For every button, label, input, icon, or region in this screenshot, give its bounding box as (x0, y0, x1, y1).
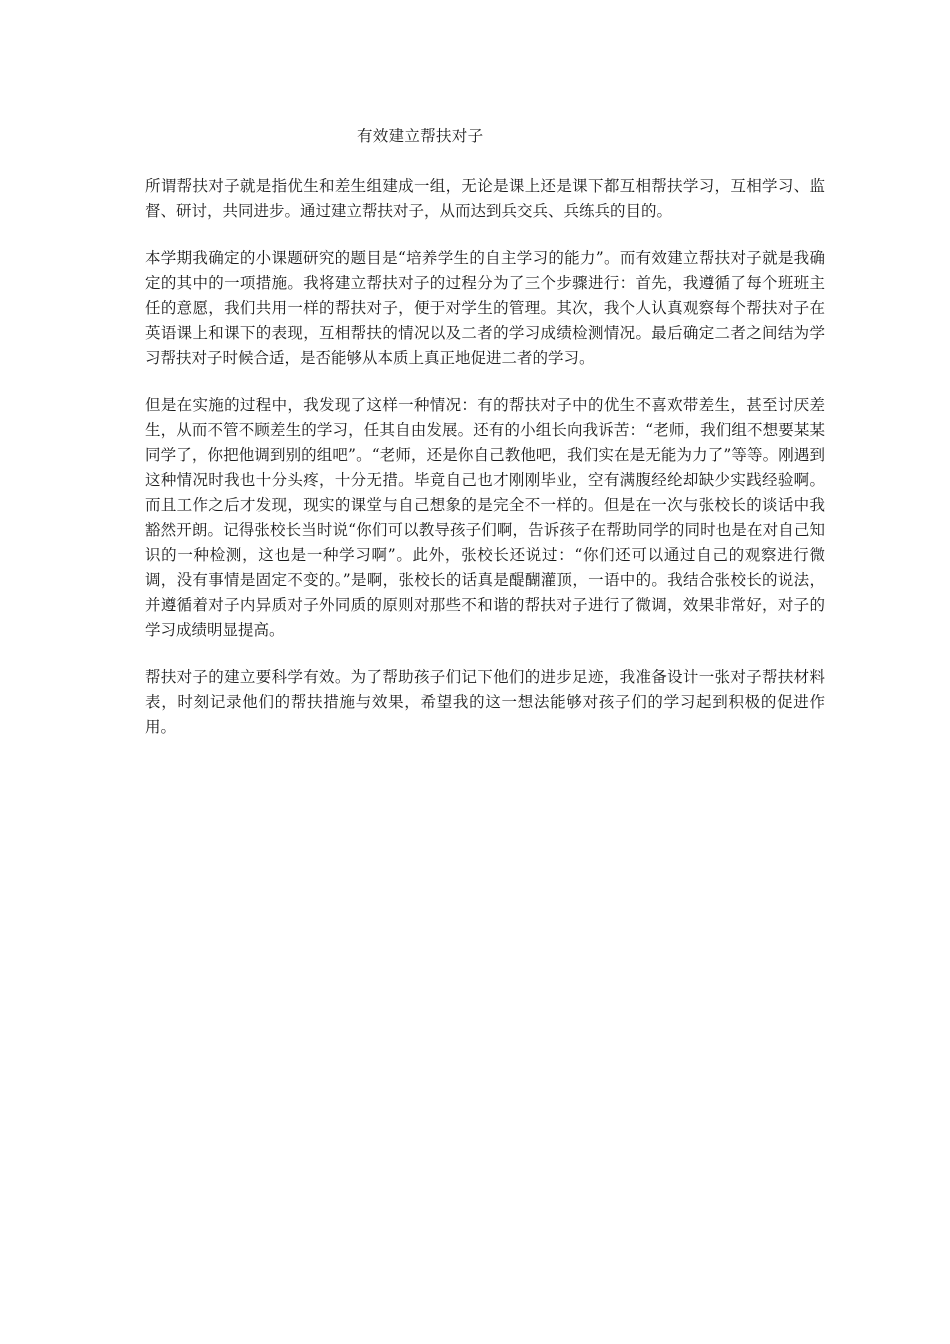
paragraph-3: 但是在实施的过程中，我发现了这样一种情况：有的帮扶对子中的优生不喜欢带差生，甚至讨厌差生，从而不管不顾差生的学习，任其自由发展。还有的小组长向我诉苦：“老师，我们组不想要某某同学了，你把他调到别的组吧”。“老师，还是你自己教他吧，我们实在是无能为力了”等等。刚遇到这种情况时我也十分头疼，十分无措。毕竟自己也才刚刚毕业，空有满腹经纶却缺少实践经验啊。而且工作之后才发现，现实的课堂与自己想象的是完全不一样的。但是在一次与张校长的谈话中我豁然开朗。记得张校长当时说“你们可以教导孩子们啊，告诉孩子在帮助同学的同时也是在对自己知识的一种检测，这也是一种学习啊”。此外，张校长还说过：“你们还可以通过自己的观察进行微调，没有事情是固定不变的。”是啊，张校长的话真是醍醐灌顶，一语中的。我结合张校长的说法，并遵循着对子内异质对子外同质的原则对那些不和谐的帮扶对子进行了微调，效果非常好，对子的学习成绩明显提高。 (145, 396, 825, 639)
paragraph-2: 本学期我确定的小课题研究的题目是“培养学生的自主学习的能力”。而有效建立帮扶对子就是我确定的其中的一项措施。我将建立帮扶对子的过程分为了三个步骤进行：首先，我遵循了每个班班主任的意愿，我们共用一样的帮扶对子，便于对学生的管理。其次，我个人认真观察每个帮扶对子在英语课上和课下的表现，互相帮扶的情况以及二者的学习成绩检测情况。最后确定二者之间结为学习帮扶对子时候合适，是否能够从本质上真正地促进二者的学习。 (145, 249, 825, 367)
document-body (145, 174, 825, 762)
paragraph-4: 帮扶对子的建立要科学有效。为了帮助孩子们记下他们的进步足迹，我准备设计一张对子帮扶材料表，时刻记录他们的帮扶措施与效果，希望我的这一想法能够对孩子们的学习起到积极的促进作用。 (145, 668, 825, 736)
document-title: 有效建立帮扶对子 (357, 127, 484, 145)
paragraph-1: 所谓帮扶对子就是指优生和差生组建成一组，无论是课上还是课下都互相帮扶学习，互相学习、监督、研讨，共同进步。通过建立帮扶对子，从而达到兵交兵、兵练兵的目的。 (145, 177, 825, 220)
